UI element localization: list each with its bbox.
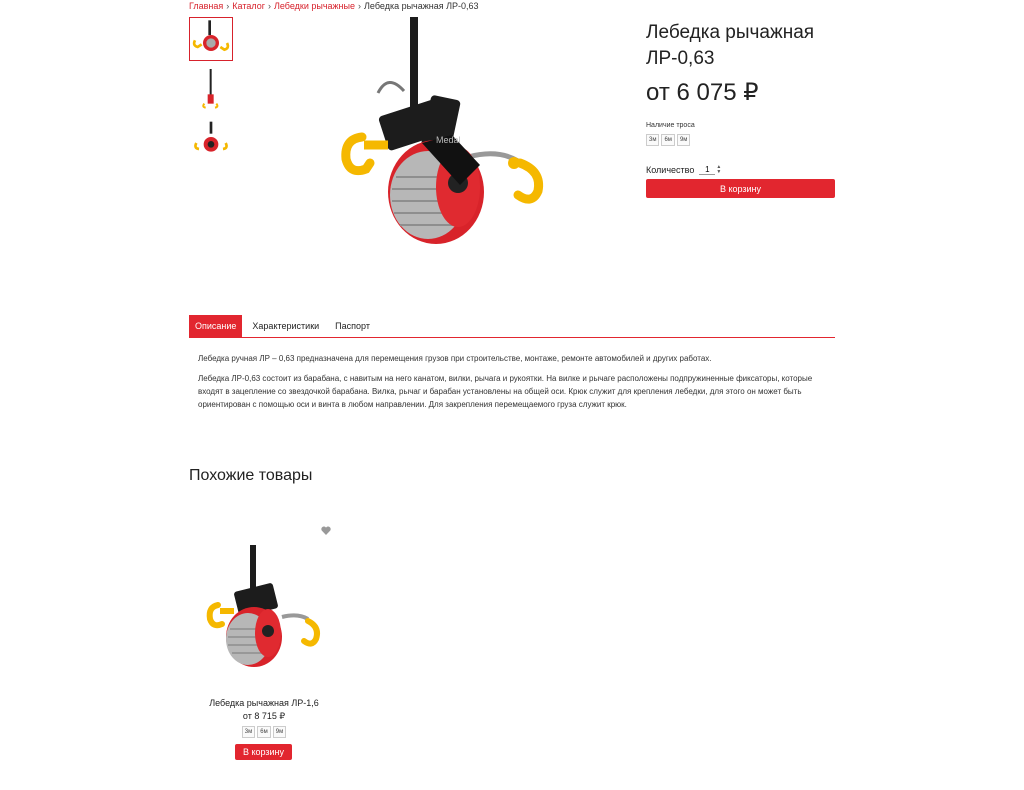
rope-length-options (646, 134, 836, 146)
breadcrumb-catalog-link[interactable]: Каталог (232, 1, 265, 11)
quantity-row (646, 164, 836, 175)
product-main-image[interactable] (318, 17, 570, 249)
quantity-input[interactable] (699, 164, 715, 175)
product-price: от 6 075 ₽ (646, 79, 759, 106)
thumbnail-1[interactable] (189, 17, 233, 61)
quantity-up-icon[interactable]: ▲ (716, 163, 722, 170)
product-info (646, 20, 836, 198)
card-add-to-cart-button[interactable]: В корзину (235, 744, 292, 760)
image-watermark: Medal (436, 135, 461, 145)
add-to-cart-button[interactable]: В корзину (646, 179, 835, 198)
winch-image (318, 17, 570, 249)
tab-specifications[interactable]: Характеристики (252, 321, 320, 331)
quantity-stepper[interactable] (716, 165, 721, 175)
similar-products-title: Похожие товары (189, 467, 313, 484)
winch-card-image (204, 543, 324, 675)
heart-icon[interactable] (321, 522, 331, 540)
rope-length-label: Наличие троса (646, 122, 695, 129)
winch-thumbnail-image (191, 19, 231, 59)
breadcrumb-home-link[interactable]: Главная (189, 1, 224, 11)
winch-angle-thumbnail-image (191, 119, 231, 159)
breadcrumb-current: Лебедка рычажная ЛР-0,63 (364, 1, 479, 11)
quantity-down-icon[interactable]: ▼ (716, 168, 722, 175)
product-card-options (199, 726, 329, 738)
breadcrumb-category-link[interactable]: Лебедки рычажные (273, 1, 356, 11)
description-panel (198, 352, 828, 418)
product-card-image[interactable] (204, 543, 324, 675)
product-tabs (189, 315, 835, 338)
tab-passport[interactable]: Паспорт (335, 321, 370, 331)
rope-option-6m[interactable]: 6м (661, 134, 674, 146)
product-title: Лебедка рычажная ЛР-0,63 (646, 22, 815, 69)
quantity-label: Количество (646, 164, 695, 175)
winch-side-thumbnail-image (191, 69, 231, 109)
breadcrumb-separator: › (226, 1, 230, 11)
card-rope-option-3m[interactable]: 3м (242, 726, 255, 738)
card-rope-option-6m[interactable]: 6м (257, 726, 270, 738)
breadcrumb (189, 1, 479, 11)
tab-description[interactable]: Описание (189, 315, 242, 337)
product-card-price: от 8 715 ₽ (242, 711, 286, 721)
description-paragraph: Лебедка ЛР-0,63 состоит из барабана, с навитым на него канатом, вилки, рычага и рукоятки. На вилке и рычаге расположены подпружиненные фиксаторы, которые входят в зацепление со звездочкой барабана. Вилка, рычаг и барабан установлены на общей оси. Крюк служит для крепления лебедки, для этого он может быть ориентирован с помощью оси и винта в любом направлении. Для закрепления перемещаемого груза служит крюк. (198, 374, 813, 409)
thumbnail-3[interactable] (189, 117, 233, 161)
card-rope-option-9m[interactable]: 9м (273, 726, 286, 738)
thumbnail-2[interactable] (189, 67, 233, 111)
product-card-name[interactable]: Лебедка рычажная ЛР-1,6 (209, 698, 319, 708)
breadcrumb-separator: › (358, 1, 362, 11)
rope-option-3m[interactable]: 3м (646, 134, 659, 146)
rope-option-9m[interactable]: 9м (677, 134, 690, 146)
thumbnail-list (189, 17, 233, 167)
description-paragraph: Лебедка ручная ЛР – 0,63 предназначена для перемещения грузов при строительстве, монтаже, ремонте автомобилей и других работах. (198, 354, 712, 363)
breadcrumb-separator: › (267, 1, 271, 11)
